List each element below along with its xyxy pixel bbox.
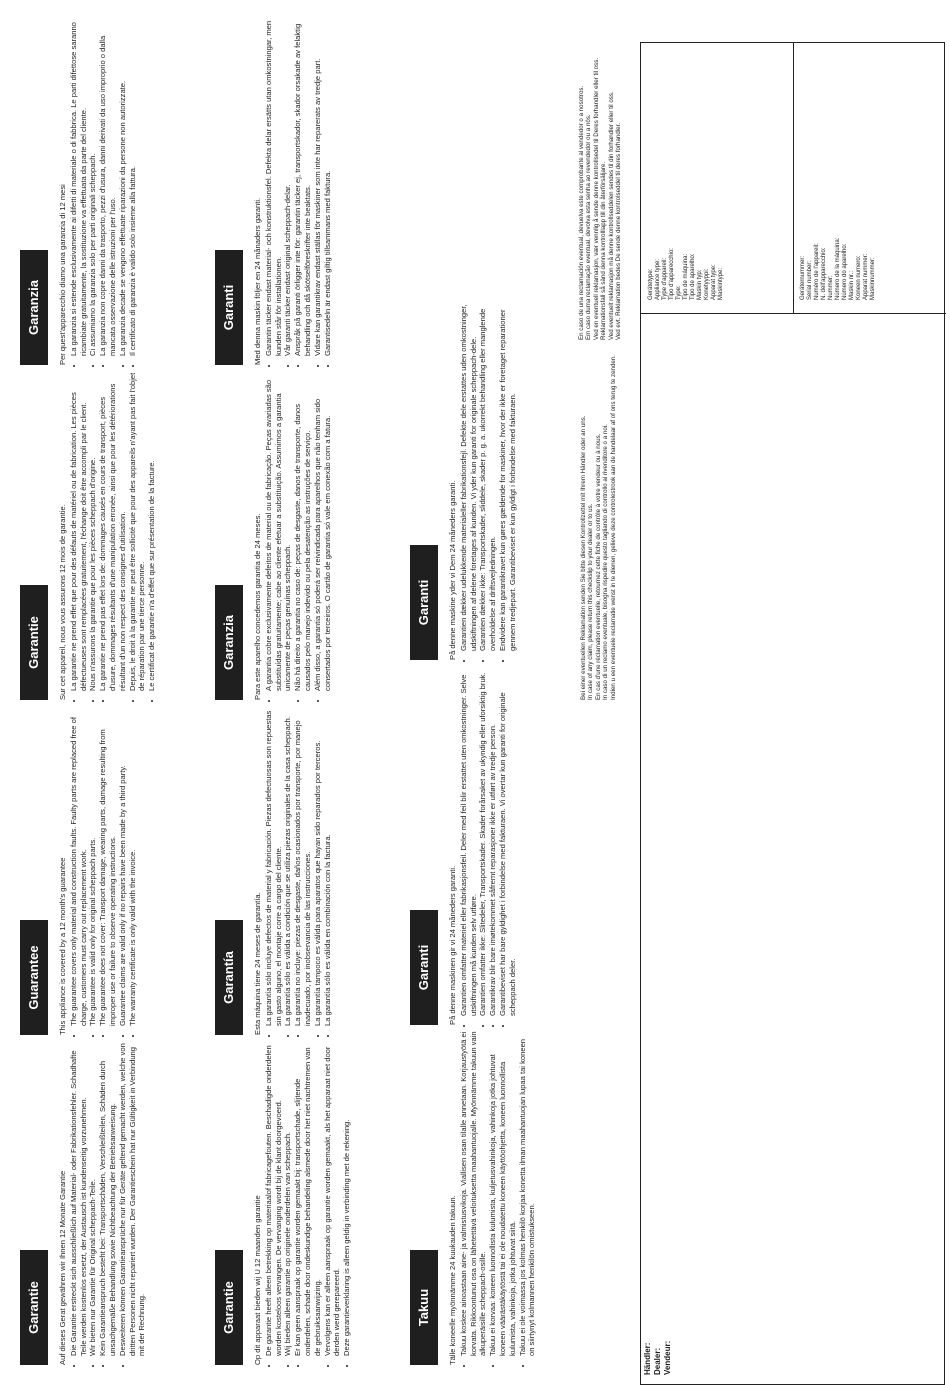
list-item: • Die Garantie erstreckt sich ausschließlich auf Material- oder Fabrikationsfehler. Schadhafte Teile werden kostenlos ersetzt, der Austausch ist kundenseitig vorzunehmen. [69,1040,89,1356]
dealer-label: Vendeur: [663,1340,672,1375]
list-item: • La garantie ne prend pas effet lors de: dommages causés en cours de transport, pièces d'usure, dommages résultants d'une manipulation erronée, ainsi que pour les détériorations résultant d'un non respect des consignes d'utilisation. [98,370,127,691]
field-label: Apparat type: [711,264,717,300]
list-item: • Er kan geen aanspraak op garantie worden gemaakt bij: transportschade, slijtende onderdelen, schade door ondeskundige behandeling alsmede door het niet nachtremen van de gebruiksaanwijzing. [293,1040,322,1356]
list-item: • Guarantee claims are valid only if no repairs have been made by a third party. [118,705,128,1026]
card-dealer [643,325,683,1375]
list-item: • The guarantee does not cover: Transport damage, wearing parts, damage resulting from improper use or failure to observe operating instructions. [98,705,118,1026]
column-3 [410,0,537,1365]
list-item: • La garantía sólo es válida a condición que se utiliza piezas originales de la casa scheppach. [283,705,293,1026]
card-divider [793,43,794,313]
list-item: • Garantien dækker udelukkende materialeller fabrikationsfejl. Defekte dele erstattes uden omkostninger, udskiftningen af delene foretages af kunden. Vi yder kun garanti for originale scheppach-dele. [459,300,479,651]
section-intro: På denne maskinen gir vi 24 måneders garanti. [448,865,457,1025]
section-list [264,370,333,700]
field-label: N. dell'apparecchio: [821,247,827,300]
section-body [253,1040,352,1365]
claim-note: In case of any claim, please return this checkslip to your dealer or to us. [587,503,595,700]
section-title: Garanti [410,545,438,660]
list-item: • Ci assumiamo la garanzia solo per parti originali scheppach. [88,20,98,356]
guarantee-section [215,20,335,365]
list-item: • Vervolgens kan er alleen aanspraak op garantie worden gemaakt, als het apparaat niet door derden werd gerepareerd. [323,1040,343,1356]
section-title: Garanzia [215,585,243,700]
card-notes-2 [578,0,628,340]
field-label: Apparat nummer: [863,253,869,300]
claim-note: Indien u een eventuele reclamatie wenst in te dienen, gelieve deze controlestrook aan de handelaar af of ons terug te zenden. [609,354,617,700]
list-item: • Além disso, a garantia só poderá ser reivindicada para aparelhos que não tenham sido consertados por terceiros. O cartão de garantia só vale em conexão com a fatura. [313,370,333,691]
list-item: • Wij bieden alleen garantie op originele onderdelen van scheppach. [283,1040,293,1356]
list-item: • La garantía tampoco es válida para aparatos que hayan sido reparados por terceros. [313,705,323,1026]
field-label: Tipo d'apparecchio: [669,248,675,300]
claim-note: Ved eventuelt reklamasjon må denne kontrollseddelen sendes til din forhandler eller til oss. [607,91,615,340]
list-item: • Vår garanti täcker endast original scheppach-delar. [283,20,293,356]
section-intro: Tälle koneelle myönnämme 24 kuukauden takuun. [448,1195,457,1365]
section-intro: Op dit apparaat bieden wij U 12 maanden garantie [253,1195,262,1365]
guarantee-section [410,665,530,1025]
claim-note: Ved en eventuell reklamasjon, vær vennlig å sende denne kontrollsedel til Deres forhandler eller til oss. [592,57,600,340]
section-title: Garanti [410,910,438,1025]
list-item: • Le certificat de garantie n'a d'effet que sur présentation de la facture. [147,370,157,691]
section-list [69,20,138,365]
section-intro: Sur cet appareil, nous vous assurons 12 mois de garantie. [58,504,67,700]
section-list [459,1030,537,1365]
field-label: Número de la máquina: [835,237,841,300]
card-serial-fields [800,70,890,300]
appliance-type-fields [648,248,725,300]
claim-note: Bei einer eventuellen Reklamation senden Sie bitte diesen Kontrollzettel mit Ihrem Händler oder an uns. [580,415,587,700]
list-item: • Anspråk på garanti örligger inte för: garantin täcker ej, transportskador, skador orsakade av felaktig behandling och då skötselföreskrifter inte beaktats. [293,20,313,356]
section-body [448,300,518,660]
dealer-labels [643,1341,673,1375]
list-item: • Garantien omfatter materiel eller fabrikasjonsfeil. Deler med feil blir erstattet uten omkostninger. Selve utskiftningen må kunden selv utføre. [459,665,479,1016]
section-title: Garantie [215,1250,243,1365]
section-body [448,1030,537,1365]
list-item: • La garanzia si estende esclusivamente ai difetti di materiale o di fabbrica. Le parti difettose saranno ricambiate gratuitamente, la sostituzione va effettuata da parte del cliente. [69,20,89,356]
field-label: Appliance type: [655,258,661,300]
field-label: Serial number: [807,260,813,300]
field-label: Type d'appareil: [662,257,668,300]
card-type-fields [648,70,738,300]
list-item: • De garantie heeft alleen betrekking op materiaalof fabricagefouten. Beschadigde onderdelen worden kosteloos vervangen. De vervanging wordt bij de klant doorgevoerd. [264,1040,284,1356]
column-1 [20,0,157,1365]
list-item: • Garantisedeln är endast giltig tillsammans med faktura. [323,20,333,356]
section-body [58,370,157,700]
section-body [58,705,137,1035]
list-item: • Takuu ei ole voimassa jos kolmas henkilö korjaa konetta ilman maahantuojan lupaa tai koneen on siirtynyt kolmannen henkilön omistukseen. [518,1030,538,1356]
list-item: • Il certificato di garanzia è valido solo insieme alla fattura. [128,20,138,356]
section-title: Guarantee [20,920,48,1035]
list-item: • Desweiteren können Garantieansprüche nur für Geräte geltend gemacht werden, welche von dritten Personen nicht repariert wurden. Der Garantieschein hat nur Gültigkeit in Verbindung mit der Rechnung. [118,1040,147,1356]
claim-note: En caso de una reclamación eventual, devuelva este comprobante al vendedor o a nosotros. [578,85,585,340]
guarantee-section [20,20,140,365]
section-list [69,1040,147,1365]
section-list [69,705,138,1035]
section-title: Garantie [20,1250,48,1365]
list-item: • Vidare kan garantikrav endast ställas för maskiner som inte har reparerats av tredje part. [313,20,323,356]
guarantee-section [20,1040,147,1365]
guarantee-section [410,300,530,660]
list-item: • Nous n'assurons la garantie que pour les pièces scheppach d'origine. [88,370,98,691]
list-item: • Kein Garantieanspruch besteht bei: Transportschäden, Verschleißteilen, Schäden durch unsachgemäße Behandlung sowie Nichtbeachtung der Betriebsanweisung. [98,1040,118,1356]
list-item: • La garantie ne prend effet que pour des défauts de matériel ou de fabrication. Les pièces défectueuses sont remplacées gratuitement, l'échange doit être accompli par le client. [69,370,89,691]
section-list [264,705,333,1035]
section-intro: Per quest'apparecchio diamo una garanzia di 12 mesi [58,184,67,365]
section-intro: Auf dieses Gerat gewähren wir Ihnen 12 Monate Garantie [58,1170,67,1365]
guarantee-section [215,705,335,1035]
section-intro: På denne maskine yder vi Dem 24 måneders garanti. [448,480,457,660]
section-body [448,665,518,1025]
claim-note: Em caso duma reclamação eventual, devolva esta senha ao revendedor ou a nós. [585,114,593,340]
section-title: Garantie [20,585,48,700]
section-intro: This appliance is covered by a 12 month's guarantee [58,857,67,1035]
list-item: • Depuis, le droit à la garantie ne peut être sollicité que pour des appareils n'ayant pas fait l'objet de réparation par une tierce personne. [128,370,148,691]
column-2 [215,0,352,1365]
field-label: Maskin typ: [697,269,703,300]
claim-notes-2 [578,58,622,340]
guarantee-section [20,705,140,1035]
list-item: • La garantía sólo incluye defectos de material y fabricación. Piezas defectuosas son repuestas sin gasto alguno, el montaje corre a cargo del cliente. [264,705,284,1026]
list-item: • Garantien dækker ikke: Transportskader, sliddele, skader p. g. a. ukorrekt behandling eller manglende overholdelse af driftsvejledningen. [478,300,498,651]
section-body [253,20,332,365]
list-item: • La garantía no incluye: piezas de desgaste, daños ocasionados por transporte, por manejo inadecuado, por inobservancia de las instrucciones. [293,705,313,1026]
section-title: Takuu [410,1250,438,1365]
field-label: Konetyyppi: [704,268,710,300]
section-intro: Med denna maskin följer en 24 månaders garanti. [253,197,262,365]
claim-note: Ved evt. Reklamation bedes De sende denne kontrolseddel til deres forhandler. [615,122,623,340]
claim-note: En cas d'une réclamation eventuelle, retournez cette fiche de contrôle à votre vendeur ou à nous. [594,433,602,700]
guarantee-section [215,370,335,700]
field-label: Tipo de aparelho: [690,253,696,300]
list-item: • Takuu koskee ainoastaan aine- ja valmistusvikoja. Viallisen osan tilalle annetaan. Korjaustyötä ei korvata. Rikkoontunut osa on lähetettävä veloituksetta maahantuojalle. Myönnämme takuun vain alkuperäisille scheppach-osille. [459,1030,488,1356]
list-item: • La garantía sólo es válida en combinación con la factura. [323,705,333,1026]
list-item: • La garanzia decade se vengono effettuate riparazioni da persone non autorizzate. [118,20,128,356]
section-body [58,20,137,365]
section-list [459,665,518,1025]
dealer-box [641,313,946,1385]
list-item: • Garantin täcker endast material- och konstruktionsfel. Defekta delar ersätts utan omkostningar, men kunden står för installationen. [264,20,284,356]
list-item: • A garantia cobre exclusivamente defeitos de material ou de fabricação. Peças avariadas são substituídas gratuitamente; cabe ao cliente efetuar a substituição. Assumimos a garantia unicamente de peças genuínas scheppach. [264,370,293,691]
field-label: Koneen numero: [856,255,862,300]
field-label: Gerätetype: [648,268,654,300]
claim-note: Reklamationsfall så sänd denna kontrolllapp till din återförsäljare. [600,161,608,340]
field-label: Maskinnummer: [870,257,876,300]
list-item: • Deze garantieverklaring is alleen geldig in verbinding met de rekening. [342,1040,352,1356]
guarantee-section [215,1040,352,1365]
section-title: Garanzia [20,250,48,365]
list-item: • La garanzia non copre danni da trasporto, pezzi d'usura, danni derivati da uso improprio o dalla mancata osservazione delle istruzioni per l'uso. [98,20,118,356]
claim-notes [580,355,617,700]
section-intro: Esta máquina tiene 24 meses de garantía. [253,892,262,1035]
dealer-label: Dealer: [653,1347,662,1375]
field-label: Maskin nr.: [849,270,855,300]
field-label: Nummer: [828,275,834,300]
list-item: • Endvidere kan garantikravet kun gøres gældende for maskiner, hvor der ikke er foretaget reparationer gennem tredjepart. Garantibeviset er kun gyldigt i forbindelse med fakturaen. [498,300,518,651]
field-label: Número do aparelho: [842,243,848,300]
list-item: • Garantibeviset har bare gyldighet i forbindelse med fakturaen. Vi overtar kun garanti for originale scheppach deler. [498,665,518,1016]
serial-number-fields [800,238,877,300]
list-item: • Garantikrav blir bare imøtekommet såfremt reparasjoner ikke er utført av tredje person. [488,665,498,1016]
section-title: Garantía [215,920,243,1035]
section-title: Garanti [215,250,243,365]
claim-note: In caso di un reclamo eventuale, bisogna rispedire questo tagliando di controllo al rivenditore o a noi. [602,424,610,700]
list-item: • The guarantee covers only material and construction faults. Faulty parts are replaced free of charge, customers must carry out replacement work. [69,705,89,1026]
list-item: • The guarantee is valid only for original scheppach parts. [88,705,98,1026]
guarantee-section [20,370,157,700]
section-list [264,1040,352,1365]
guarantee-section [410,1030,537,1365]
section-intro: Para este aparelho concedemos garantia de 24 meses. [253,513,262,700]
section-body [253,705,332,1035]
section-body [253,370,332,700]
section-body [58,1040,147,1365]
field-label: Tipo de máquina: [683,253,689,300]
list-item: • Takuu ei korvaa: koneen luonnollista kulumista, kuljetusvahinkoja, vahinkoja jotka johtuvat koneen väärästäkäytöstä tai ei ole noudatettu koneen käyttöohjetta, koneen luonnollista kulumista, vahinkoja, jotka johtuvat siitä. [488,1030,517,1356]
section-list [69,370,157,700]
field-label: Maskintype: [718,267,724,300]
dealer-label: Händler: [643,1342,652,1375]
list-item: • Garantien omfatter ikke: Slitedeler, Transportskader. Skader forårsaket av ukyndig eller uforsiktig bruk. [478,665,488,1016]
list-item: • Wir bieten nur Garantie für Original scheppach-Teile. [88,1040,98,1356]
section-list [264,20,333,365]
section-list [459,300,518,660]
field-label: Type: [676,285,682,300]
list-item: • The warranty certificate is only valid with the invoice. [128,705,138,1026]
list-item: • Não há direito a garantia no caso de: peças de desgaste, danos de transporte, danos causados pelo manejo indevido ou pela desatenção as instruções de serviço. [293,370,313,691]
field-label: Numéro de l'appareil: [814,243,820,300]
field-label: Geräternummer: [800,255,806,300]
